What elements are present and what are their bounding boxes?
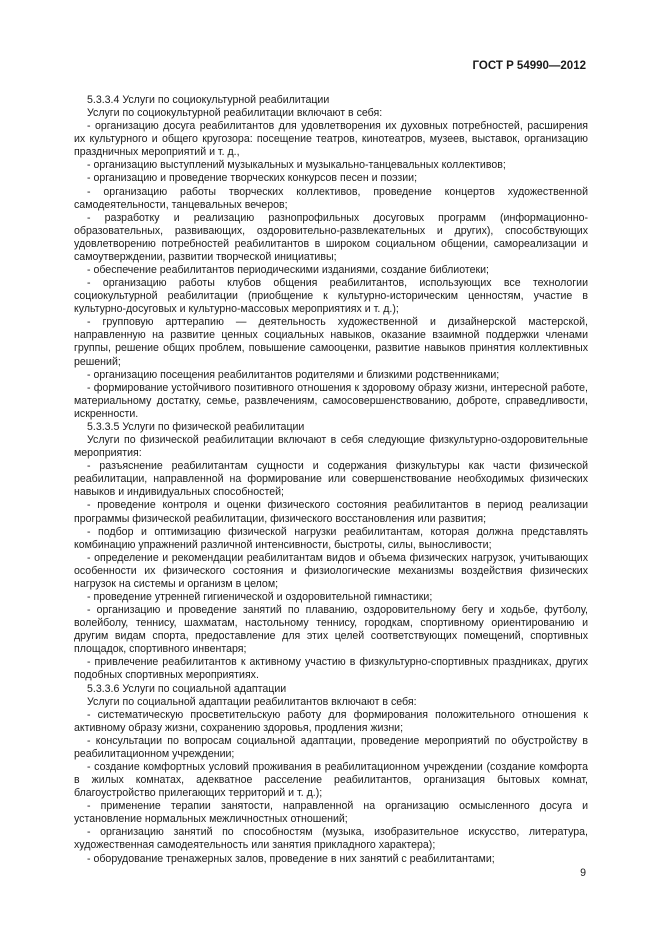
section-heading-5-3-3-5: 5.3.3.5 Услуги по физической реабилитации <box>87 420 305 433</box>
section-heading-5-3-3-6: 5.3.3.6 Услуги по социальной адаптации <box>87 682 287 695</box>
list-item: - групповую арттерапию — деятельность художественной и дизайнерской мастерской, направленную на развитие ценных социальных навыков, оказание взаимной поддержки членами группы, решение общих проблем, повышение самооценки, развитие навыков принятия коллективных решений; <box>74 316 588 368</box>
list-item: - организацию занятий по способностям (музыка, изобразительное искусство, литература, художественная самодеятельность или занятия прикладного характера); <box>74 826 588 852</box>
list-item: - создание комфортных условий проживания в реабилитационном учреждении (создание комфорта в жилых комнатах, адекватное расселение реабилитантов, организация бытовых комнат, благоустройство прилегающих территорий и т. д.); <box>74 760 588 800</box>
list-item: - организацию работы клубов общения реабилитантов, использующих все технологии социокультурной реабилитации (приобщение к культурно-историческим ценностям, участие в культурно-досуговых и культурно-массовых мероприятиях и т. д.); <box>74 277 588 316</box>
paragraph: Услуги по социокультурной реабилитации включают в себя: <box>87 107 383 120</box>
list-item: - обеспечение реабилитантов периодическими изданиями, создание библиотеки; <box>87 264 489 277</box>
list-item: - организацию посещения реабилитантов родителями и близкими родственниками; <box>87 368 500 381</box>
list-item: - разъяснение реабилитантам сущности и содержания физкультуры как части физической реабилитации, направленной на формирование или совершенствование необходимых физических навыков и индивидуальных способностей; <box>74 460 588 499</box>
list-item: - применение терапии занятости, направленной на организацию осмысленного досуга и установление нормальных межличностных отношений; <box>74 800 588 826</box>
document-body <box>74 94 588 866</box>
list-item: - консультации по вопросам социальной адаптации, проведение мероприятий по обустройству в реабилитационном учреждении; <box>74 734 588 760</box>
list-item: - оборудование тренажерных залов, проведение в них занятий с реабилитантами; <box>87 852 495 865</box>
section-heading-5-3-3-4: 5.3.3.4 Услуги по социокультурной реабилитации <box>87 94 330 106</box>
list-item: - проведение утренней гигиенической и оздоровительной гимнастики; <box>87 590 433 603</box>
list-item: - организацию и проведение занятий по плаванию, оздоровительному бегу и ходьбе, футболу, волейболу, теннису, шахматам, настольному теннису, городкам, спортивному ориентированию и другим видам спорта, предоставление для этих целей соответствующих помещений, спортивных площадок, спортивного инвентаря; <box>74 604 588 656</box>
list-item: - организацию досуга реабилитантов для удовлетворения их духовных потребностей, расширения их культурного и общего кругозора: посещение театров, кинотеатров, музеев, выставок, организацию праздничных мероприятий и т. д., <box>74 120 588 159</box>
paragraph: Услуги по социальной адаптации реабилитантов включают в себя: <box>87 695 417 708</box>
list-item: - подбор и оптимизацию физической нагрузки реабилитантам, которая должна представлять комбинацию упражнений различной интенсивности, быстроты, силы, выносливости; <box>74 525 588 551</box>
list-item: - организацию работы творческих коллективов, проведение концертов художественной самодеятельности, танцевальных вечеров; <box>74 185 588 211</box>
list-item: - организацию и проведение творческих конкурсов песен и поэзии; <box>87 172 418 185</box>
list-item: - систематическую просветительскую работу для формирования положительного отношения к активному образу жизни, сохранению здоровья, продления жизни; <box>74 708 588 734</box>
list-item: - привлечение реабилитантов к активному участию в физкультурно-спортивных праздниках, других подобных спортивных мероприятиях. <box>74 656 588 682</box>
list-item: - разработку и реализацию разнопрофильных досуговых программ (информационно-образовательных, развивающих, оздоровительно-развлекательных и других), способствующих удовлетворению потребностей реабилитантов в широком социальном общении, самореализации и самоутверждении, развитии творческой инициативы; <box>74 211 588 263</box>
list-item: - определение и рекомендации реабилитантам видов и объема физических нагрузок, учитывающих особенности их физического состояния и физиологические механизмы воздействия физических нагрузок на системы и организм в целом; <box>74 551 588 590</box>
list-item: - формирование устойчивого позитивного отношения к здоровому образу жизни, интересной работе, материальному достатку, семье, развлечениям, самосовершенствованию, доброте, справедливости, искренности. <box>74 381 588 420</box>
page-number: 9 <box>580 867 586 879</box>
standard-designation: ГОСТ Р 54990—2012 <box>472 60 586 72</box>
paragraph: Услуги по физической реабилитации включают в себя следующие физкультурно-оздоровительные мероприятия: <box>74 434 588 460</box>
list-item: - проведение контроля и оценки физического состояния реабилитантов в период реализации программы физической реабилитации, физического восстановления или развития; <box>74 499 588 525</box>
list-item: - организацию выступлений музыкальных и музыкально-танцевальных коллективов; <box>87 159 506 172</box>
